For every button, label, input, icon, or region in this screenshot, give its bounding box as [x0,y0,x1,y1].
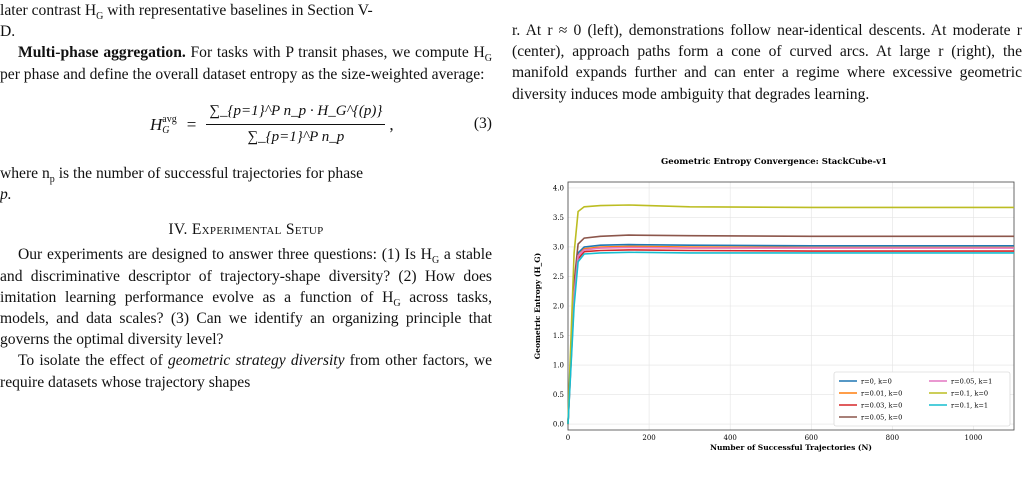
x-tick-label: 800 [885,434,900,442]
y-axis-label: Geometric Entropy (H_G) [533,252,542,360]
y-tick-label: 3.0 [552,243,564,252]
fraction-numerator: ∑_{p=1}^P n_p · H_G^{(p)} [206,101,385,125]
section-title: IV. Experimental Setup [168,221,324,239]
y-tick-label: 1.5 [552,332,564,341]
paragraph-continuation: later contrast $H_G$ with representative baselines in Section V- D. [0,2,373,41]
x-tick-label: 1000 [964,434,983,442]
equation-number: (3) [473,114,492,132]
legend-entry: r=0.05, k=1 [951,377,993,386]
x-tick-label: 400 [723,434,737,442]
paragraph-heading: Multi-phase aggregation. [18,44,186,62]
paragraph-isolate: To isolate the effect of geometric strategy diversity from other factors, we require datasets whose trajectory shapes [0,352,492,391]
y-tick-label: 0.0 [552,420,564,429]
y-tick-label: 0.5 [552,391,564,400]
paragraph-questions: Our experiments are designed to answer three questions: (1) Is $H_G$ a stable and discriminative descriptor of trajectory-shape diversity? (2) How does imitation learning performance evolve as a function of $H_G$ across tasks, models, and data scales? (3) Can we identify an organizing principle that governs the optimal diversity level? [0,246,492,349]
paragraph-where: where $n_p$ is the number of successful trajectories for phase p. [0,164,364,204]
legend-entry: r=0.1, k=1 [951,401,989,410]
x-tick-label: 0 [565,434,571,442]
fraction-denominator: ∑_{p=1}^P n_p [247,129,345,146]
chart-title: Geometric Entropy Convergence: StackCube-v1 [660,157,888,167]
y-tick-label: 1.0 [552,361,564,370]
chart-legend [834,372,1010,426]
legend-entry: r=0.1, k=0 [951,389,989,398]
legend-entry: r=0.03, k=0 [861,401,903,410]
right-column [512,0,1022,452]
entropy-convergence-chart [518,152,1018,472]
x-tick-label: 600 [804,434,818,442]
fraction [206,101,385,148]
y-tick-label: 2.5 [552,272,564,281]
equation-3: H avg G = $\frac{\text{∑\_\{p=1\}\textasciicircum{}P n\_p · H\_G\textasciicircum{}\{(p)\}}}{\text{∑\_\{p=1\}\textasciicircum{}P n\_p}}$ , (3) [0,93,492,157]
x-tick-label: 200 [642,434,656,442]
y-tick-label: 2.0 [552,302,564,311]
legend-entry: r=0.01, k=0 [861,389,903,398]
legend-entry: r=0.05, k=0 [861,413,903,422]
figure-caption-continuation: r. At r ≈ 0 (left), demonstrations follow near-identical descents. At moderate r (center), approach paths form a cone of curved arcs. At large r (right), the manifold expands further and can enter a regime where excessive geometric diversity induces mode ambiguity that degrades learning. [512,22,1022,103]
y-tick-label: 3.5 [552,213,564,222]
x-axis-label: Number of Successful Trajectories (N) [710,443,872,452]
paragraph-multiphase: Multi-phase aggregation. For tasks with P transit phases, we compute $H_G$ per phase and define the overall dataset entropy as the size-weighted average: [0,44,492,83]
y-tick-label: 4.0 [552,184,564,193]
left-column [0,0,492,393]
legend-entry: r=0, k=0 [861,377,892,386]
